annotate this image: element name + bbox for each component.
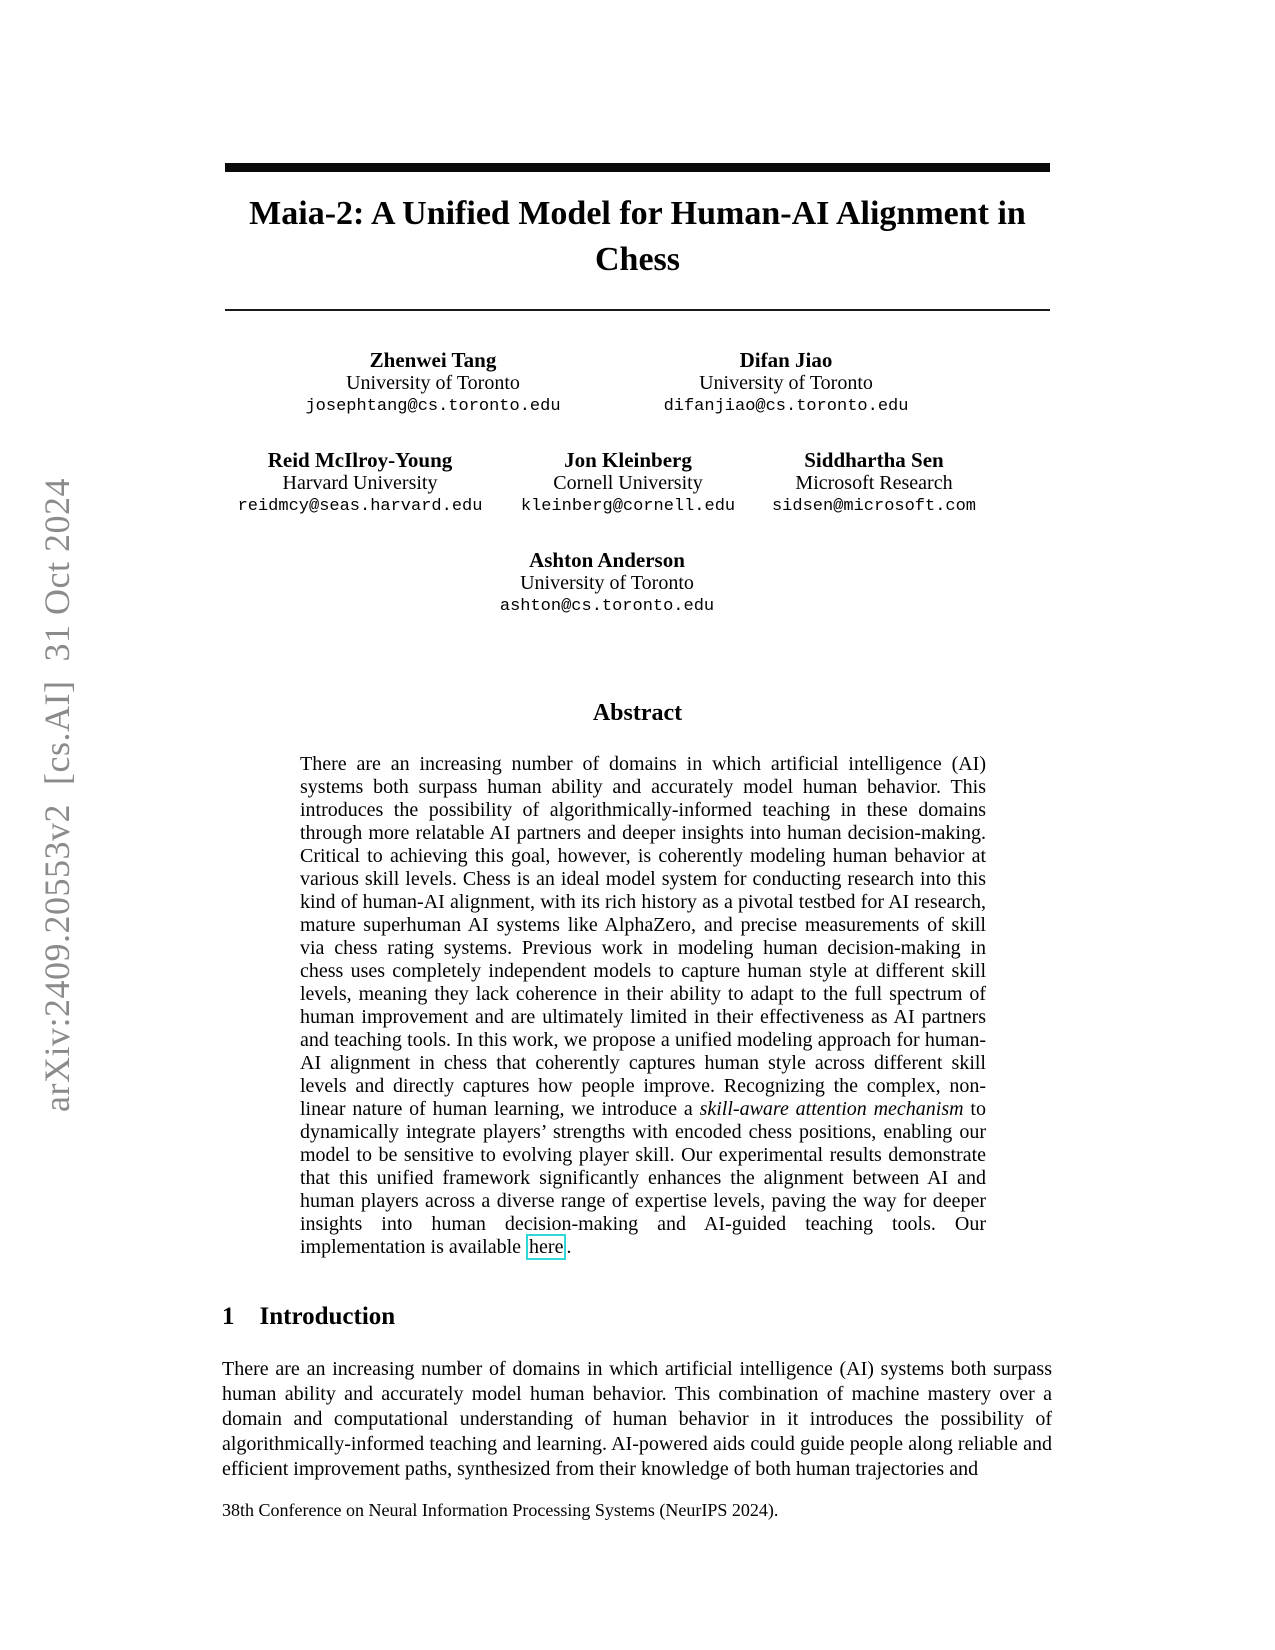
author-affiliation: University of Toronto bbox=[346, 372, 520, 394]
author-email: kleinberg@cornell.edu bbox=[520, 497, 736, 516]
section-title: Introduction bbox=[259, 1303, 396, 1330]
author-block bbox=[521, 448, 735, 518]
title-rule-bottom bbox=[225, 309, 1050, 311]
paper-title-line1: Maia-2: A Unified Model for Human-AI Alignment in bbox=[249, 195, 1026, 232]
author-block bbox=[238, 448, 483, 518]
author-affiliation: University of Toronto bbox=[699, 372, 873, 394]
author-email: difanjiao@cs.toronto.edu bbox=[663, 397, 909, 416]
author-affiliation: University of Toronto bbox=[520, 572, 694, 594]
footer-conference-note: 38th Conference on Neural Information Processing Systems (NeurIPS 2024). bbox=[222, 1500, 779, 1520]
author-name: Difan Jiao bbox=[739, 348, 833, 372]
author-block bbox=[305, 348, 560, 418]
arxiv-watermark: arXiv:2409.20553v2 [cs.AI] 31 Oct 2024 bbox=[37, 478, 77, 1112]
abstract-text bbox=[300, 753, 986, 1259]
author-email: reidmcy@seas.harvard.edu bbox=[237, 497, 483, 516]
author-name: Siddhartha Sen bbox=[804, 448, 944, 472]
abstract-heading: Abstract bbox=[592, 700, 683, 726]
author-name: Zhenwei Tang bbox=[369, 348, 497, 372]
author-email: josephtang@cs.toronto.edu bbox=[305, 397, 561, 416]
author-email: ashton@cs.toronto.edu bbox=[499, 597, 715, 616]
implementation-link[interactable]: here bbox=[526, 1234, 566, 1260]
author-email: sidsen@microsoft.com bbox=[771, 497, 977, 516]
author-name: Jon Kleinberg bbox=[564, 448, 692, 472]
intro-paragraph: There are an increasing number of domains in which artificial intelligence (AI) systems both surpass human ability and accurately model human behavior. This combination of machine mastery over a domain and computational understanding of human behavior in it introduces the possibility of algorithmically-informed teaching and learning. AI-powered aids could guide people along reliable and efficient improvement paths, synthesized from their knowledge of both human trajectories and bbox=[222, 1358, 1052, 1480]
abstract-text-part2: to dynamically integrate players’ strengths with encoded chess positions, enabling our model to be sensitive to evolving player skill. Our experimental results demonstrate that this unified framework significantly enhances the alignment between AI and human players across a diverse range of expertise levels, paving the way for deeper insights into human decision-making and AI-guided teaching tools. Our implementation is available bbox=[300, 1098, 986, 1258]
author-block bbox=[664, 348, 909, 418]
paper-title-line2: Chess bbox=[594, 241, 681, 278]
author-affiliation: Cornell University bbox=[553, 472, 703, 494]
section-number: 1 bbox=[222, 1303, 235, 1330]
title-rule-top bbox=[225, 163, 1050, 172]
section-heading-introduction bbox=[222, 1303, 395, 1331]
author-name: Reid McIlroy-Young bbox=[267, 448, 453, 472]
paper-title bbox=[225, 191, 1050, 283]
author-block bbox=[500, 548, 714, 618]
abstract-italic-phrase: skill-aware attention mechanism bbox=[699, 1098, 964, 1120]
author-name: Ashton Anderson bbox=[529, 548, 685, 572]
abstract-text-part1: There are an increasing number of domains in which artificial intelligence (AI) systems both surpass human ability and accurately model human behavior. This introduces the possibility of algorithmically-informed teaching in these domains through more relatable AI partners and deeper insights into human decision-making. Critical to achieving this goal, however, is coherently modeling human behavior at various skill levels. Chess is an ideal model system for conducting research into this kind of human-AI alignment, with its rich history as a pivotal testbed for AI research, mature superhuman AI systems like AlphaZero, and precise measurements of skill via chess rating systems. Previous work in modeling human decision-making in chess uses completely independent models to capture human style at different skill levels, meaning they lack coherence in their ability to adapt to the full spectrum of human improvement and are ultimately limited in their effectiveness as AI partners and teaching tools. In this work, we propose a unified modeling approach for human-AI alignment in chess that coherently captures human style across different skill levels and directly captures how people improve. Recognizing the complex, non-linear nature of human learning, we introduce a bbox=[300, 753, 986, 1120]
abstract-text-end: . bbox=[566, 1236, 572, 1258]
author-affiliation: Microsoft Research bbox=[795, 472, 953, 494]
author-affiliation: Harvard University bbox=[282, 472, 438, 494]
author-block bbox=[772, 448, 976, 518]
